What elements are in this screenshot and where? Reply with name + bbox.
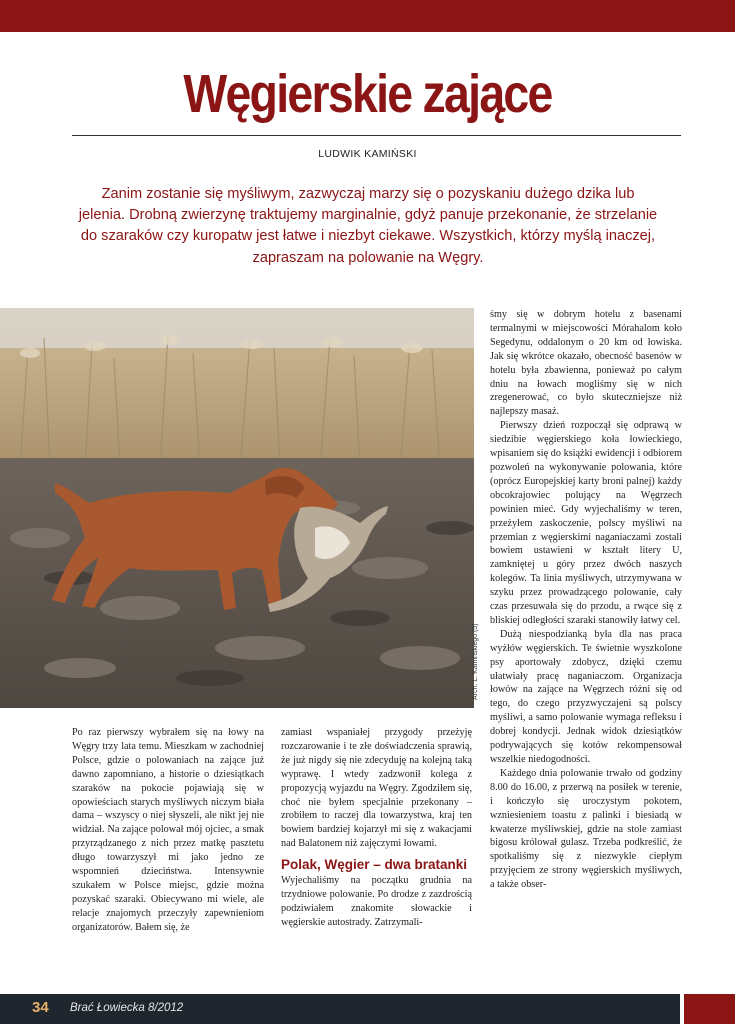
paragraph: śmy się w dobrym hotelu z basenami termalnymi w miejscowości Mórahalom koło Segedynu, oddalonym o 20 km od łowiska. Jak się wkrótce okazało, obecność basenów w hotelu była zbawienna, ponieważ po całym dniu na łowach mogliśmy się w nich zregenerować, co było skuteczniejsze niż najlepszy masaż. — [490, 309, 682, 418]
paragraph: Wyjechaliśmy na początku grudnia na trzydniowe polowanie. Po drodze z zazdrością podziwiałem znakomite słowackie i węgierskie autostrady. Zatrzymali- — [281, 875, 472, 928]
article-lead — [78, 184, 658, 269]
article-title: Węgierskie zające — [183, 64, 552, 124]
title-divider — [72, 135, 681, 136]
text-column-3 — [490, 308, 682, 892]
paragraph: Dużą niespodzianką była dla nas praca wyżłów węgierskich. Te świetnie wyszkolone psy aportowały zdobycz, dzięki czemu ułatwiały pracę naganiaczom. Organizacja łowów na zające na Węgrzech różni się od tego, do czego przyzwyczajeni są polscy myśliwi, a samo polowanie wymaga refleksu i dobrej kondycji. Jednak widok dziesiątków podrywających się kotów rekompensował wszelkie niedogodności. — [490, 628, 682, 765]
text-column-1 — [72, 726, 264, 935]
top-color-band — [0, 0, 735, 32]
paragraph: Pierwszy dzień rozpoczął się odprawą w siedzibie węgierskiego koła łowieckiego, wpisaniem się do książki ewidencji i odbiorem pozwoleń na wykonywanie polowania, które (oprócz Europejskiej karty broni palnej) każdy obcokrajowiec polujący na Węgrzech powinien mieć. Gdy wyjechaliśmy w teren, przeżyłem zaskoczenie, polscy myśliwi na przemian z węgierskimi naganiaczami zostali bowiem ustawieni w kształt litery U, zamkniętej u góry przez dwóch naszych kolegów. Ta linia myśliwych, utrzymywana w szyku przez prowadzącego polowanie, cały czas przesuwała się do przodu, a rwące się z bliskiej odległości szaraki stanowiły łatwy cel. — [490, 420, 682, 626]
page-number: 34 — [32, 999, 49, 1016]
footer-accent-block — [684, 994, 735, 1024]
article-photo-dog-with-hare — [0, 308, 474, 708]
paragraph: Każdego dnia polowanie trwało od godziny 8.00 do 16.00, z przerwą na posiłek w terenie, i kończyło się uroczystym pokotem, wzniesieniem toastu z palinki i biesiadą w kwaterze myśliwskiej, gdzie na stole zamiast bigosu królował gulasz. Trzeba podkreślić, że spotkaliśmy się z niezwykle ciepłym przyjęciem ze strony węgierskich myśliwych, a także obser- — [490, 767, 682, 891]
paragraph: zamiast wspaniałej przygody przeżyję rozczarowanie i te złe doświadczenia sprawią, że już nigdy się nie zdecyduję na kolejną taką wyprawę. I wtedy zadzwonił kolega z propozycją wyjazdu na Węgry. Zgodziłem się, choć nie byłem specjalnie przekonany – zrobiłem to raczej dla towarzystwa, kraj ten bowiem bardziej kojarzył mi się z wakacjami nad Balatonem niż zajęczymi łowami. — [281, 727, 472, 850]
author-name: LUDWIK KAMIŃSKI — [318, 148, 417, 160]
text-column-2 — [281, 726, 472, 930]
paragraph: Po raz pierwszy wybrałem się na łowy na Węgry trzy lata temu. Mieszkam w zachodniej Polsce, gdzie o polowaniach na zające już dawno zapomniano, a historie o dziesiątkach szaraków na pokocie pojawiają się w opowieściach starych myśliwych niczym biała dama – wszyscy o niej słyszeli, ale nikt jej nie widział. Na zające polował mój ojciec, a smak przyrządzanego z nich przez matkę pasztetu długo towarzyszył mi jako jedno ze wspomnień dzieciństwa. Intensywnie szukałem w Polsce miejsc, gdzie można pozyskać szaraki. Obiecywano mi wiele, ale relacje znajomych przeczyły zapewnieniom organizatorów. Bałem się, że — [72, 727, 264, 933]
lead-paragraph: Zanim zostanie się myśliwym, zazwyczaj marzy się o pozyskaniu dużego dzika lub jelenia. Drobną zwierzynę traktujemy marginalnie, gdyż panuje przekonanie, że strzelanie do szaraków czy kuropatw jest łatwe i niezbyt ciekawe. Wszystkich, którzy myślą inaczej, zapraszam na polowanie na Węgry. — [78, 186, 658, 266]
magazine-issue: Brać Łowiecka 8/2012 — [70, 1002, 184, 1014]
photo-illustration — [0, 308, 474, 708]
photo-credit: Arch. L. Kamińskiego (5) — [472, 623, 479, 700]
section-subheading: Polak, Węgier – dwa bratanki — [281, 857, 468, 873]
